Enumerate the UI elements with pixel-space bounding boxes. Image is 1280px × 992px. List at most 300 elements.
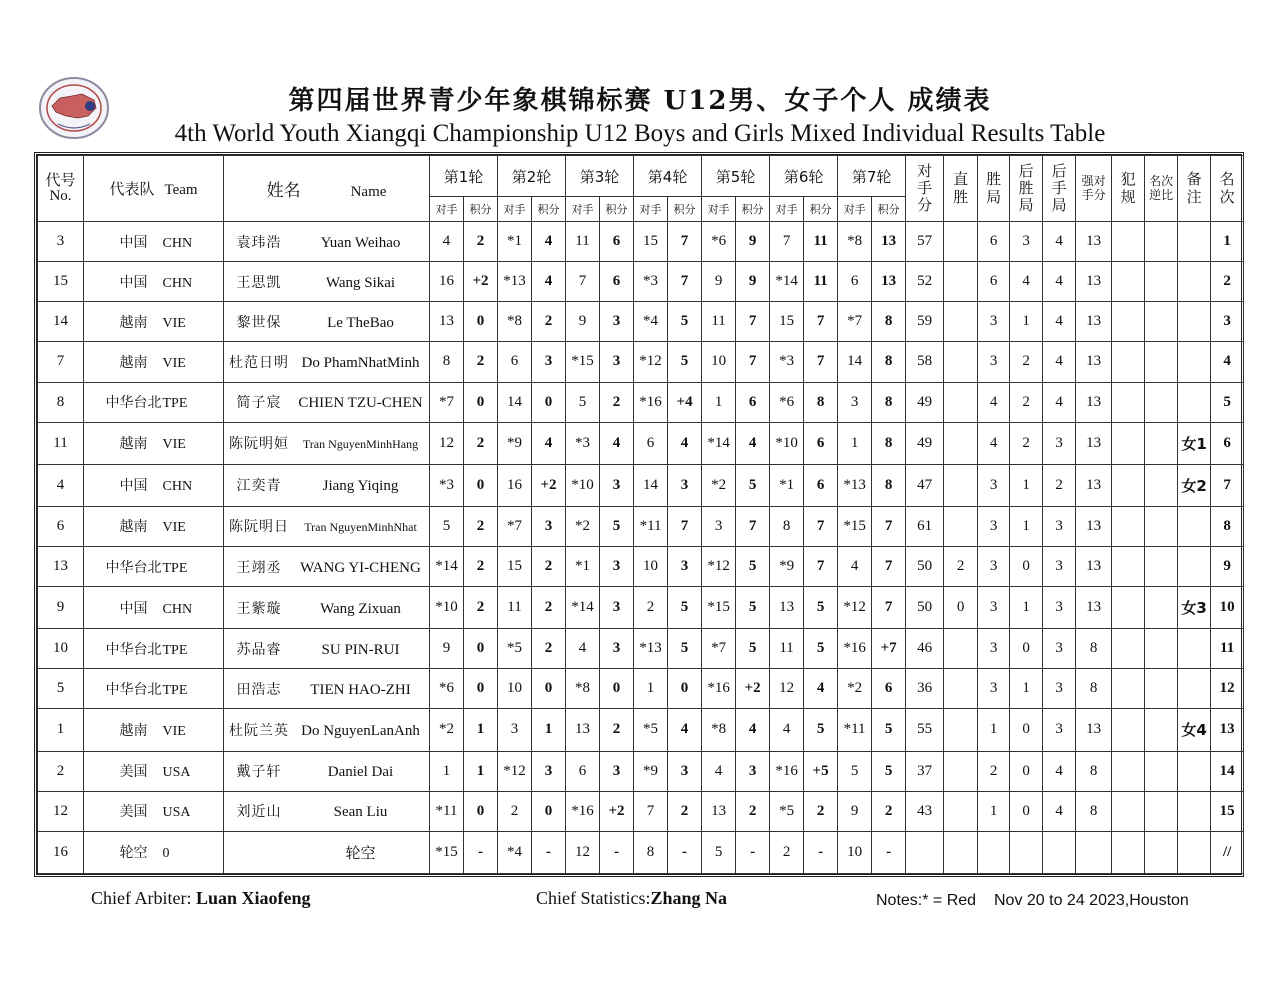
wins: 3 xyxy=(978,464,1010,506)
player-name-zh: 袁玮浩 xyxy=(236,234,282,251)
rank: 1 xyxy=(1211,222,1244,262)
second-games xyxy=(1043,831,1076,873)
rank-ratio xyxy=(1145,669,1178,709)
round-3-points: 3 xyxy=(600,302,634,342)
round-5-opponent: *6 xyxy=(702,222,736,262)
header-second-games: 后手局 xyxy=(1043,156,1076,222)
round-3-opponent: *14 xyxy=(566,587,600,629)
remark xyxy=(1178,831,1211,873)
round-2-points: +2 xyxy=(532,464,566,506)
wins: 2 xyxy=(978,751,1010,791)
remark: 女3 xyxy=(1178,587,1211,629)
round-4-opponent: 15 xyxy=(634,222,668,262)
strong-opp-score: 8 xyxy=(1076,629,1112,669)
team-code: TPE xyxy=(162,560,188,576)
round-2-points: 2 xyxy=(532,629,566,669)
wins: 1 xyxy=(978,709,1010,751)
second-games: 4 xyxy=(1043,302,1076,342)
round-5-opponent: *12 xyxy=(702,546,736,586)
round-5-opponent: *15 xyxy=(702,587,736,629)
round-3-opponent: 12 xyxy=(566,831,600,873)
round-6-points: 7 xyxy=(804,506,838,546)
header-round-6: 第6轮 xyxy=(770,156,838,197)
round-1-opponent: *2 xyxy=(430,709,464,751)
round-6-points: 2 xyxy=(804,791,838,831)
rank-ratio xyxy=(1145,342,1178,382)
subheader-round-1-pts: 积分 xyxy=(464,197,498,222)
round-4-points: 5 xyxy=(668,302,702,342)
foul xyxy=(1112,506,1145,546)
wins: 3 xyxy=(978,587,1010,629)
round-3-opponent: 4 xyxy=(566,629,600,669)
direct-win xyxy=(944,342,978,382)
round-1-points: 2 xyxy=(464,342,498,382)
player-name-en: SU PIN-RUI xyxy=(321,641,400,658)
player-name xyxy=(224,546,430,586)
round-4-points: 4 xyxy=(668,709,702,751)
subheader-round-5-opp: 对手 xyxy=(702,197,736,222)
player-name xyxy=(224,791,430,831)
header-name: 姓名 Name xyxy=(224,156,430,222)
round-5-opponent: *16 xyxy=(702,669,736,709)
remark xyxy=(1178,751,1211,791)
round-1-opponent: *7 xyxy=(430,382,464,422)
round-1-points: 0 xyxy=(464,791,498,831)
rank-ratio xyxy=(1145,791,1178,831)
player-no: 6 xyxy=(38,506,84,546)
round-3-opponent: *15 xyxy=(566,342,600,382)
table-row xyxy=(38,382,1244,422)
team-code: USA xyxy=(162,805,191,821)
round-5-points: 5 xyxy=(736,587,770,629)
team-name-zh: 中华台北 xyxy=(105,641,162,658)
round-6-opponent: 4 xyxy=(770,709,804,751)
header-rank-ratio: 名次逆比 xyxy=(1145,156,1178,222)
player-name-en: WANG YI-CHENG xyxy=(300,559,421,576)
opponent-score: 50 xyxy=(906,587,944,629)
strong-opp-score: 13 xyxy=(1076,342,1112,382)
second-wins xyxy=(1010,831,1043,873)
round-4-points: 3 xyxy=(668,751,702,791)
round-2-points: 3 xyxy=(532,342,566,382)
player-name xyxy=(224,342,430,382)
round-1-points: 0 xyxy=(464,302,498,342)
round-2-points: 3 xyxy=(532,506,566,546)
rank-ratio xyxy=(1145,546,1178,586)
player-name-zh: 田浩志 xyxy=(236,681,282,698)
team-code: 0 xyxy=(162,846,170,862)
subheader-round-1-opp: 对手 xyxy=(430,197,464,222)
date-place: Nov 20 to 24 2023,Houston xyxy=(994,892,1189,909)
header-no: 代号 No. xyxy=(38,156,84,222)
strong-opp-score: 13 xyxy=(1076,262,1112,302)
opponent-score: 55 xyxy=(906,709,944,751)
player-name-en: Do NguyenLanAnh xyxy=(301,722,420,739)
wins: 6 xyxy=(978,222,1010,262)
round-1-opponent: *14 xyxy=(430,546,464,586)
round-7-opponent: 5 xyxy=(838,751,872,791)
player-no: 2 xyxy=(38,751,84,791)
player-team xyxy=(84,751,224,791)
round-5-points: 7 xyxy=(736,342,770,382)
second-games: 3 xyxy=(1043,587,1076,629)
foul xyxy=(1112,629,1145,669)
remark xyxy=(1178,669,1211,709)
round-7-points: 7 xyxy=(872,506,906,546)
foul xyxy=(1112,669,1145,709)
team-code: VIE xyxy=(162,315,186,331)
round-5-points: 3 xyxy=(736,751,770,791)
round-2-points: 0 xyxy=(532,791,566,831)
foul xyxy=(1112,751,1145,791)
strong-opp-score: 13 xyxy=(1076,382,1112,422)
rank: 9 xyxy=(1211,546,1244,586)
round-5-opponent: 9 xyxy=(702,262,736,302)
round-1-points: 2 xyxy=(464,506,498,546)
round-5-points: 4 xyxy=(736,422,770,464)
player-name xyxy=(224,382,430,422)
foul xyxy=(1112,587,1145,629)
round-6-opponent: 13 xyxy=(770,587,804,629)
opponent-score: 61 xyxy=(906,506,944,546)
round-5-points: 5 xyxy=(736,546,770,586)
header-round-1: 第1轮 xyxy=(430,156,498,197)
second-wins: 0 xyxy=(1010,546,1043,586)
round-2-opponent: 6 xyxy=(498,342,532,382)
team-code: VIE xyxy=(162,520,186,536)
opponent-score: 49 xyxy=(906,382,944,422)
second-games: 4 xyxy=(1043,751,1076,791)
round-6-points: 5 xyxy=(804,629,838,669)
team-name-zh: 中国 xyxy=(119,478,148,495)
player-name xyxy=(224,629,430,669)
rank-ratio xyxy=(1145,382,1178,422)
table-row xyxy=(38,422,1244,464)
round-5-points: 5 xyxy=(736,629,770,669)
team-name-zh: 中国 xyxy=(119,234,148,251)
remark xyxy=(1178,222,1211,262)
opponent-score: 49 xyxy=(906,422,944,464)
header-foul: 犯规 xyxy=(1112,156,1145,222)
player-team xyxy=(84,262,224,302)
subheader-round-4-pts: 积分 xyxy=(668,197,702,222)
round-7-opponent: 3 xyxy=(838,382,872,422)
second-games: 3 xyxy=(1043,506,1076,546)
round-2-opponent: *8 xyxy=(498,302,532,342)
foul xyxy=(1112,302,1145,342)
player-team xyxy=(84,422,224,464)
player-no: 16 xyxy=(38,831,84,873)
rank-ratio xyxy=(1145,464,1178,506)
table-row xyxy=(38,709,1244,751)
subheader-round-5-pts: 积分 xyxy=(736,197,770,222)
foul xyxy=(1112,546,1145,586)
rank: 4 xyxy=(1211,342,1244,382)
round-2-points: 4 xyxy=(532,222,566,262)
team-name-zh: 轮空 xyxy=(119,845,148,862)
round-4-points: 4 xyxy=(668,422,702,464)
direct-win xyxy=(944,831,978,873)
round-5-points: 4 xyxy=(736,709,770,751)
strong-opp-score xyxy=(1076,831,1112,873)
round-3-points: 3 xyxy=(600,629,634,669)
second-games: 3 xyxy=(1043,629,1076,669)
round-6-opponent: 11 xyxy=(770,629,804,669)
team-name-zh: 中华台北 xyxy=(105,395,162,412)
second-wins: 2 xyxy=(1010,382,1043,422)
round-4-opponent: 8 xyxy=(634,831,668,873)
player-no: 3 xyxy=(38,222,84,262)
round-2-opponent: 14 xyxy=(498,382,532,422)
header-opp-score: 对手分 xyxy=(906,156,944,222)
team-name-zh: 美国 xyxy=(119,764,148,781)
opponent-score: 57 xyxy=(906,222,944,262)
second-wins: 3 xyxy=(1010,222,1043,262)
remark xyxy=(1178,302,1211,342)
team-name-zh: 中华台北 xyxy=(105,681,162,698)
round-4-opponent: 6 xyxy=(634,422,668,464)
round-7-opponent: *16 xyxy=(838,629,872,669)
round-2-opponent: 16 xyxy=(498,464,532,506)
second-games: 4 xyxy=(1043,262,1076,302)
round-3-opponent: *8 xyxy=(566,669,600,709)
player-name-en: Do PhamNhatMinh xyxy=(301,354,420,371)
round-4-points: 3 xyxy=(668,546,702,586)
player-team xyxy=(84,629,224,669)
round-5-opponent: 3 xyxy=(702,506,736,546)
round-7-points: 8 xyxy=(872,302,906,342)
round-1-points: 1 xyxy=(464,709,498,751)
round-7-opponent: *7 xyxy=(838,302,872,342)
direct-win xyxy=(944,262,978,302)
rank-ratio xyxy=(1145,587,1178,629)
team-name-zh: 美国 xyxy=(119,804,148,821)
team-code: VIE xyxy=(162,355,186,371)
round-1-points: 0 xyxy=(464,382,498,422)
round-6-opponent: *16 xyxy=(770,751,804,791)
round-6-points: 6 xyxy=(804,464,838,506)
foul xyxy=(1112,222,1145,262)
round-5-opponent: *14 xyxy=(702,422,736,464)
player-team xyxy=(84,302,224,342)
header-second-wins: 后胜局 xyxy=(1010,156,1043,222)
round-6-opponent: 15 xyxy=(770,302,804,342)
round-2-points: 2 xyxy=(532,587,566,629)
table-row xyxy=(38,629,1244,669)
round-4-points: 7 xyxy=(668,506,702,546)
round-3-opponent: 6 xyxy=(566,751,600,791)
round-5-opponent: *2 xyxy=(702,464,736,506)
wins xyxy=(978,831,1010,873)
round-2-opponent: 10 xyxy=(498,669,532,709)
round-2-opponent: *12 xyxy=(498,751,532,791)
subheader-round-7-opp: 对手 xyxy=(838,197,872,222)
remark xyxy=(1178,546,1211,586)
round-4-points: 7 xyxy=(668,222,702,262)
round-7-points: 8 xyxy=(872,342,906,382)
second-games: 3 xyxy=(1043,669,1076,709)
round-7-opponent: 9 xyxy=(838,791,872,831)
player-no: 11 xyxy=(38,422,84,464)
direct-win xyxy=(944,302,978,342)
rank: 15 xyxy=(1211,791,1244,831)
round-6-opponent: *3 xyxy=(770,342,804,382)
round-1-opponent: *10 xyxy=(430,587,464,629)
team-code: CHN xyxy=(162,601,193,617)
remark xyxy=(1178,629,1211,669)
round-2-opponent: *13 xyxy=(498,262,532,302)
round-2-opponent: *1 xyxy=(498,222,532,262)
round-6-points: 11 xyxy=(804,262,838,302)
team-code: CHN xyxy=(162,479,193,495)
round-2-points: 4 xyxy=(532,422,566,464)
round-2-opponent: *5 xyxy=(498,629,532,669)
direct-win xyxy=(944,464,978,506)
round-7-opponent: 10 xyxy=(838,831,872,873)
second-games: 4 xyxy=(1043,791,1076,831)
second-wins: 0 xyxy=(1010,709,1043,751)
opponent-score: 59 xyxy=(906,302,944,342)
round-7-points: 2 xyxy=(872,791,906,831)
round-7-points: 5 xyxy=(872,709,906,751)
table-row xyxy=(38,669,1244,709)
page-title-zh: 第四届世界青少年象棋锦标赛 U12男、女子个人 成绩表 xyxy=(288,86,992,116)
round-4-points: 5 xyxy=(668,587,702,629)
team-code: USA xyxy=(162,765,191,781)
player-team xyxy=(84,222,224,262)
foul xyxy=(1112,791,1145,831)
player-name xyxy=(224,262,430,302)
strong-opp-score: 13 xyxy=(1076,222,1112,262)
round-2-opponent: 11 xyxy=(498,587,532,629)
wins: 4 xyxy=(978,382,1010,422)
round-2-opponent: 2 xyxy=(498,791,532,831)
rank-ratio xyxy=(1145,222,1178,262)
round-5-points: 9 xyxy=(736,222,770,262)
player-no: 15 xyxy=(38,262,84,302)
team-code: TPE xyxy=(162,642,188,658)
wins: 3 xyxy=(978,506,1010,546)
player-name-en: Yuan Weihao xyxy=(320,234,401,251)
rank: 8 xyxy=(1211,506,1244,546)
round-4-points: 7 xyxy=(668,262,702,302)
round-4-points: 0 xyxy=(668,669,702,709)
round-4-points: 3 xyxy=(668,464,702,506)
round-5-points: 7 xyxy=(736,506,770,546)
round-5-opponent: 13 xyxy=(702,791,736,831)
player-no: 8 xyxy=(38,382,84,422)
wins: 3 xyxy=(978,629,1010,669)
second-wins: 0 xyxy=(1010,751,1043,791)
direct-win xyxy=(944,669,978,709)
round-6-opponent: *6 xyxy=(770,382,804,422)
rank-ratio xyxy=(1145,302,1178,342)
direct-win xyxy=(944,751,978,791)
rank: 14 xyxy=(1211,751,1244,791)
team-name-zh: 越南 xyxy=(119,722,148,739)
round-6-opponent: 12 xyxy=(770,669,804,709)
round-7-opponent: *13 xyxy=(838,464,872,506)
round-1-opponent: *3 xyxy=(430,464,464,506)
player-name-zh: 陈阮明姮 xyxy=(229,436,289,453)
team-code: CHN xyxy=(162,235,193,251)
subheader-round-3-opp: 对手 xyxy=(566,197,600,222)
player-name-en: Tran NguyenMinhHang xyxy=(302,437,419,452)
player-name xyxy=(224,464,430,506)
round-7-points: 7 xyxy=(872,546,906,586)
direct-win xyxy=(944,382,978,422)
foul xyxy=(1112,382,1145,422)
header-strong-opp: 强对手分 xyxy=(1076,156,1112,222)
round-7-points: - xyxy=(872,831,906,873)
round-3-points: 2 xyxy=(600,382,634,422)
rank: 5 xyxy=(1211,382,1244,422)
subheader-round-2-opp: 对手 xyxy=(498,197,532,222)
opponent-score: 58 xyxy=(906,342,944,382)
player-name xyxy=(224,709,430,751)
round-4-opponent: 10 xyxy=(634,546,668,586)
second-wins: 4 xyxy=(1010,262,1043,302)
wins: 1 xyxy=(978,791,1010,831)
round-3-points: 5 xyxy=(600,506,634,546)
round-4-opponent: 14 xyxy=(634,464,668,506)
remark xyxy=(1178,262,1211,302)
wins: 4 xyxy=(978,422,1010,464)
player-name-en: Wang Sikai xyxy=(325,274,396,291)
table-row xyxy=(38,587,1244,629)
player-no: 7 xyxy=(38,342,84,382)
direct-win xyxy=(944,709,978,751)
round-5-opponent: 10 xyxy=(702,342,736,382)
player-name-zh: 陈阮明日 xyxy=(229,519,289,536)
team-name-zh: 中国 xyxy=(119,600,148,617)
round-6-opponent: 7 xyxy=(770,222,804,262)
player-name xyxy=(224,587,430,629)
round-6-points: 7 xyxy=(804,342,838,382)
opponent-score: 47 xyxy=(906,464,944,506)
strong-opp-score: 13 xyxy=(1076,587,1112,629)
foul xyxy=(1112,464,1145,506)
round-6-points: +5 xyxy=(804,751,838,791)
round-1-points: +2 xyxy=(464,262,498,302)
player-team xyxy=(84,669,224,709)
table-row xyxy=(38,464,1244,506)
foul xyxy=(1112,709,1145,751)
round-5-points: - xyxy=(736,831,770,873)
round-4-opponent: *11 xyxy=(634,506,668,546)
round-7-opponent: 6 xyxy=(838,262,872,302)
round-3-points: 3 xyxy=(600,464,634,506)
player-name-zh: 江奕青 xyxy=(236,478,282,495)
opponent-score: 50 xyxy=(906,546,944,586)
round-7-opponent: 14 xyxy=(838,342,872,382)
wins: 3 xyxy=(978,669,1010,709)
round-2-points: 1 xyxy=(532,709,566,751)
round-4-opponent: 7 xyxy=(634,791,668,831)
round-5-opponent: 4 xyxy=(702,751,736,791)
second-games: 4 xyxy=(1043,222,1076,262)
second-games: 3 xyxy=(1043,709,1076,751)
rank-ratio xyxy=(1145,422,1178,464)
player-name-en: Sean Liu xyxy=(333,804,388,821)
round-3-points: +2 xyxy=(600,791,634,831)
round-2-opponent: *7 xyxy=(498,506,532,546)
round-4-opponent: *5 xyxy=(634,709,668,751)
rank: 3 xyxy=(1211,302,1244,342)
table-row xyxy=(38,342,1244,382)
round-2-points: 0 xyxy=(532,669,566,709)
results-table-container xyxy=(34,152,1244,877)
